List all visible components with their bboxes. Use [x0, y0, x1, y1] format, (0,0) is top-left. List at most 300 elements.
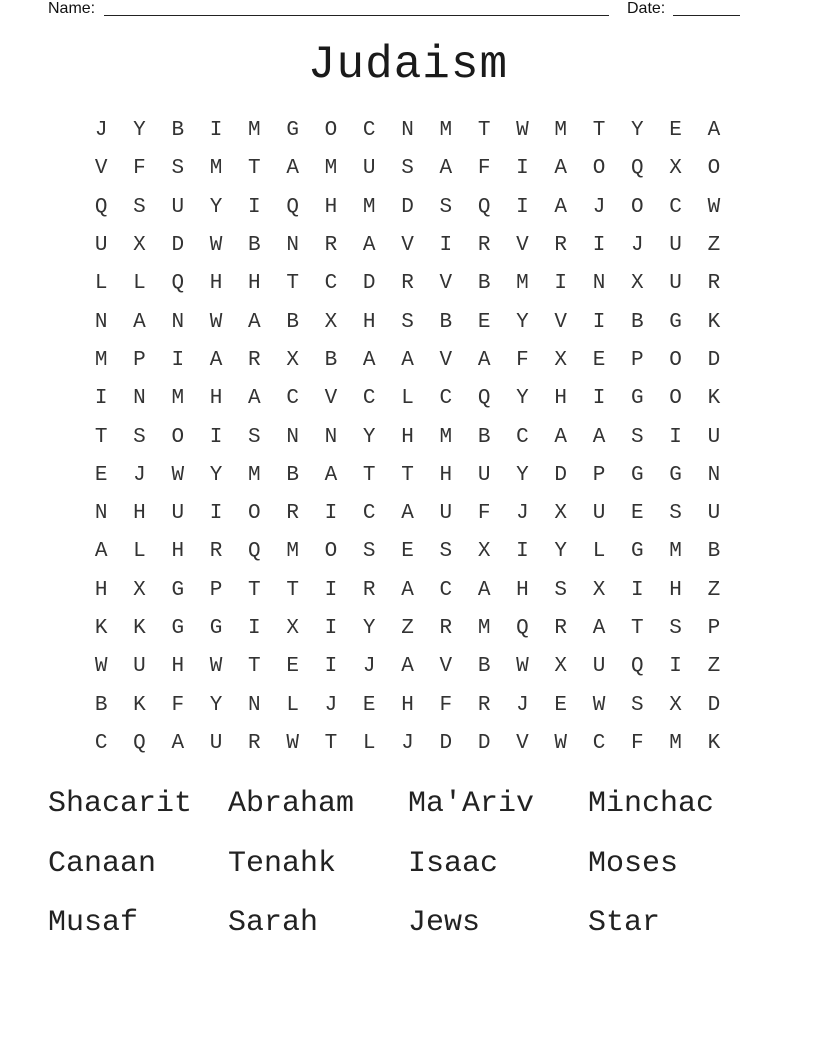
grid-letter: S	[401, 310, 414, 334]
grid-letter: Q	[248, 540, 261, 564]
grid-letter: N	[94, 502, 108, 526]
grid-letter: X	[286, 617, 299, 640]
grid-letter: S	[248, 425, 261, 449]
grid-letter: I	[209, 119, 223, 143]
grid-letter: I	[631, 578, 644, 602]
date-blank-line	[673, 15, 740, 16]
grid-row	[82, 725, 734, 763]
grid-letter: M	[439, 425, 453, 449]
grid-letter: O	[631, 195, 644, 219]
grid-letter: V	[324, 387, 338, 411]
letter-grid	[82, 112, 734, 763]
grid-letter: T	[592, 119, 606, 143]
grid-letter: F	[439, 693, 453, 717]
grid-letter: H	[669, 578, 682, 602]
grid-letter: T	[94, 425, 108, 449]
grid-letter: N	[94, 310, 108, 334]
grid-letter: H	[171, 655, 185, 679]
grid-letter: T	[286, 578, 299, 602]
grid-letter: I	[592, 234, 606, 258]
grid-letter: A	[362, 234, 376, 258]
grid-letter: N	[286, 425, 299, 449]
word-bank-item: Minchac	[588, 787, 715, 821]
grid-letter: N	[592, 272, 606, 296]
grid-letter: E	[592, 348, 606, 372]
grid-letter: R	[248, 348, 261, 372]
grid-row	[82, 150, 734, 188]
grid-letter: E	[94, 463, 108, 487]
grid-letter: A	[401, 502, 414, 526]
grid-letter: I	[94, 387, 108, 411]
grid-letter: M	[209, 157, 223, 181]
page-title: Judaism	[307, 39, 509, 91]
grid-letter: O	[669, 348, 682, 372]
grid-letter: W	[171, 463, 185, 487]
grid-letter: Z	[707, 234, 721, 258]
grid-letter: X	[669, 693, 682, 717]
grid-letter: A	[248, 387, 261, 411]
grid-letter: J	[401, 731, 414, 755]
grid-letter: O	[248, 502, 261, 526]
grid-letter: O	[592, 157, 606, 181]
grid-letter: R	[554, 617, 568, 640]
grid-letter: D	[477, 731, 491, 755]
grid-letter: X	[631, 272, 644, 296]
grid-letter: X	[554, 348, 568, 372]
grid-letter: T	[324, 731, 338, 755]
grid-row	[82, 189, 734, 227]
grid-letter: A	[554, 195, 568, 219]
grid-row	[82, 457, 734, 495]
grid-letter: Y	[209, 693, 223, 717]
grid-letter: A	[477, 578, 491, 602]
grid-letter: M	[94, 348, 108, 372]
grid-letter: Q	[94, 195, 108, 219]
grid-letter: C	[669, 195, 682, 219]
grid-letter: I	[248, 195, 261, 219]
grid-letter: G	[631, 540, 644, 564]
grid-letter: I	[439, 234, 453, 258]
grid-letter: K	[133, 617, 146, 640]
grid-letter: R	[477, 693, 491, 717]
grid-letter: H	[516, 578, 529, 602]
grid-letter: J	[516, 502, 529, 526]
grid-letter: C	[362, 387, 376, 411]
grid-letter: S	[171, 157, 185, 181]
grid-letter: R	[477, 234, 491, 258]
grid-letter: S	[133, 425, 146, 449]
grid-letter: U	[209, 731, 223, 755]
grid-letter: D	[401, 195, 414, 219]
grid-letter: W	[286, 731, 299, 755]
grid-letter: M	[248, 119, 261, 143]
grid-letter: A	[477, 348, 491, 372]
grid-letter: S	[133, 195, 146, 219]
grid-letter: D	[171, 234, 185, 258]
grid-letter: M	[554, 119, 568, 143]
grid-row	[82, 342, 734, 380]
grid-letter: F	[516, 348, 529, 372]
grid-letter: V	[401, 234, 414, 258]
grid-letter: S	[669, 617, 682, 640]
grid-letter: B	[171, 119, 185, 143]
grid-letter: F	[477, 502, 491, 526]
grid-letter: K	[707, 310, 721, 334]
grid-letter: A	[707, 119, 721, 143]
grid-letter: L	[362, 731, 376, 755]
grid-letter: S	[631, 693, 644, 717]
grid-letter: R	[439, 617, 453, 640]
grid-letter: W	[209, 310, 223, 334]
grid-letter: I	[669, 655, 682, 679]
grid-letter: A	[554, 157, 568, 181]
grid-row	[82, 303, 734, 341]
grid-letter: V	[554, 310, 568, 334]
grid-letter: Y	[631, 119, 644, 143]
grid-letter: I	[592, 310, 606, 334]
grid-letter: H	[94, 578, 108, 602]
grid-letter: M	[669, 731, 682, 755]
grid-letter: O	[707, 157, 721, 181]
word-bank-item: Star	[588, 906, 661, 940]
grid-letter: M	[477, 617, 491, 640]
grid-letter: S	[439, 195, 453, 219]
grid-letter: N	[324, 425, 338, 449]
grid-letter: Y	[362, 425, 376, 449]
grid-letter: K	[707, 731, 721, 755]
grid-letter: O	[324, 119, 338, 143]
grid-letter: W	[209, 234, 223, 258]
grid-letter: I	[209, 502, 223, 526]
grid-letter: N	[286, 234, 299, 258]
grid-letter: Q	[286, 195, 299, 219]
grid-letter: U	[707, 502, 721, 526]
grid-letter: F	[631, 731, 644, 755]
grid-letter: J	[516, 693, 529, 717]
grid-letter: Q	[477, 195, 491, 219]
grid-letter: B	[631, 310, 644, 334]
grid-letter: Y	[554, 540, 568, 564]
grid-letter: P	[707, 617, 721, 640]
grid-letter: M	[669, 540, 682, 564]
grid-letter: S	[439, 540, 453, 564]
grid-letter: V	[516, 234, 529, 258]
grid-letter: R	[554, 234, 568, 258]
grid-letter: G	[631, 463, 644, 487]
grid-letter: A	[439, 157, 453, 181]
grid-letter: V	[439, 272, 453, 296]
grid-letter: D	[439, 731, 453, 755]
grid-letter: I	[669, 425, 682, 449]
grid-letter: N	[707, 463, 721, 487]
grid-letter: Y	[209, 463, 223, 487]
grid-letter: U	[669, 234, 682, 258]
grid-letter: X	[286, 348, 299, 372]
word-bank-item: Tenahk	[228, 846, 337, 881]
grid-letter: I	[248, 617, 261, 640]
word-bank-item: Abraham	[228, 787, 355, 821]
grid-letter: R	[209, 540, 223, 564]
grid-letter: A	[554, 425, 568, 449]
grid-letter: E	[401, 540, 414, 564]
grid-letter: C	[362, 502, 376, 526]
grid-letter: B	[477, 655, 491, 679]
grid-letter: V	[439, 348, 453, 372]
grid-letter: Q	[477, 387, 491, 411]
grid-letter: H	[248, 272, 261, 296]
grid-letter: F	[171, 693, 185, 717]
grid-letter: A	[592, 617, 606, 640]
grid-letter: E	[631, 502, 644, 526]
grid-letter: R	[707, 272, 721, 296]
grid-letter: S	[554, 578, 568, 602]
word-bank-item: Sarah	[228, 906, 319, 940]
grid-letter: B	[248, 234, 261, 258]
grid-letter: G	[171, 578, 185, 602]
word-bank-item: Moses	[588, 846, 679, 881]
grid-letter: Q	[631, 157, 644, 181]
grid-letter: T	[362, 463, 376, 487]
grid-letter: M	[248, 463, 261, 487]
grid-letter: T	[248, 655, 261, 679]
grid-letter: I	[324, 617, 338, 640]
grid-letter: I	[209, 425, 223, 449]
grid-letter: Y	[516, 310, 529, 334]
grid-letter: Y	[209, 195, 223, 219]
word-bank-item: Canaan	[48, 846, 157, 881]
grid-letter: C	[286, 387, 299, 411]
grid-letter: U	[439, 502, 453, 526]
grid-letter: S	[631, 425, 644, 449]
grid-letter: A	[248, 310, 261, 334]
grid-letter: N	[248, 693, 261, 717]
grid-letter: C	[362, 119, 376, 143]
grid-letter: B	[94, 693, 108, 717]
grid-letter: T	[248, 157, 261, 181]
grid-letter: F	[477, 157, 491, 181]
grid-letter: D	[707, 348, 721, 372]
grid-letter: I	[592, 387, 606, 411]
grid-letter: Q	[133, 731, 146, 755]
grid-letter: A	[286, 157, 299, 181]
grid-letter: M	[516, 272, 529, 296]
grid-letter: U	[171, 195, 185, 219]
grid-letter: A	[171, 731, 185, 755]
grid-letter: Z	[401, 617, 414, 640]
grid-letter: V	[94, 157, 108, 181]
grid-letter: U	[592, 502, 606, 526]
grid-letter: H	[324, 195, 338, 219]
grid-letter: H	[554, 387, 568, 411]
grid-letter: D	[707, 693, 721, 717]
grid-letter: W	[592, 693, 606, 717]
grid-letter: E	[554, 693, 568, 717]
word-bank-item: Shacarit	[48, 787, 193, 821]
grid-row	[82, 533, 734, 571]
word-bank-item: Jews	[408, 906, 481, 940]
grid-letter: S	[401, 157, 414, 181]
grid-letter: N	[171, 310, 185, 334]
grid-letter: C	[439, 387, 453, 411]
grid-letter: T	[631, 617, 644, 640]
grid-letter: I	[324, 578, 338, 602]
grid-letter: K	[133, 693, 146, 717]
grid-letter: H	[362, 310, 376, 334]
grid-row	[82, 495, 734, 533]
grid-letter: H	[209, 387, 223, 411]
grid-letter: R	[324, 234, 338, 258]
grid-letter: U	[171, 502, 185, 526]
grid-letter: X	[133, 234, 146, 258]
grid-letter: W	[516, 119, 529, 143]
grid-row	[82, 610, 734, 648]
grid-letter: C	[324, 272, 338, 296]
grid-letter: L	[94, 272, 108, 296]
grid-letter: J	[631, 234, 644, 258]
grid-letter: W	[209, 655, 223, 679]
grid-letter: R	[401, 272, 414, 296]
grid-letter: L	[133, 272, 146, 296]
grid-letter: A	[592, 425, 606, 449]
grid-letter: Q	[516, 617, 529, 640]
grid-letter: A	[324, 463, 338, 487]
grid-letter: J	[592, 195, 606, 219]
grid-letter: N	[133, 387, 146, 411]
grid-letter: X	[669, 157, 682, 181]
grid-row	[82, 112, 734, 150]
grid-letter: X	[477, 540, 491, 564]
grid-letter: M	[362, 195, 376, 219]
grid-letter: Q	[631, 655, 644, 679]
grid-letter: B	[324, 348, 338, 372]
grid-letter: U	[592, 655, 606, 679]
grid-letter: T	[286, 272, 299, 296]
grid-letter: I	[554, 272, 568, 296]
grid-letter: B	[439, 310, 453, 334]
grid-row	[82, 227, 734, 265]
word-bank-item: Isaac	[408, 846, 499, 881]
header	[48, 0, 748, 18]
grid-letter: I	[516, 195, 529, 219]
grid-letter: A	[209, 348, 223, 372]
grid-letter: H	[133, 502, 146, 526]
grid-letter: P	[209, 578, 223, 602]
grid-row	[82, 265, 734, 303]
grid-letter: A	[362, 348, 376, 372]
grid-letter: S	[669, 502, 682, 526]
grid-letter: O	[669, 387, 682, 411]
grid-letter: O	[171, 425, 185, 449]
grid-letter: K	[707, 387, 721, 411]
grid-letter: Z	[707, 578, 721, 602]
grid-letter: Z	[707, 655, 721, 679]
grid-letter: I	[516, 540, 529, 564]
grid-letter: V	[516, 731, 529, 755]
grid-letter: M	[171, 387, 185, 411]
grid-letter: W	[516, 655, 529, 679]
date-label: Date:	[627, 0, 666, 17]
grid-letter: E	[362, 693, 376, 717]
grid-letter: C	[592, 731, 606, 755]
grid-letter: N	[401, 119, 414, 143]
grid-letter: T	[477, 119, 491, 143]
grid-letter: I	[171, 348, 185, 372]
grid-letter: U	[669, 272, 682, 296]
grid-letter: U	[477, 463, 491, 487]
grid-letter: A	[133, 310, 146, 334]
grid-letter: U	[94, 234, 108, 258]
grid-letter: L	[401, 387, 414, 411]
name-blank-line	[104, 15, 609, 16]
grid-letter: U	[707, 425, 721, 449]
grid-letter: P	[592, 463, 606, 487]
grid-letter: A	[401, 578, 414, 602]
grid-letter: U	[133, 655, 146, 679]
grid-letter: X	[324, 310, 338, 334]
grid-letter: G	[631, 387, 644, 411]
grid-row	[82, 572, 734, 610]
grid-row	[82, 418, 734, 456]
grid-letter: H	[401, 425, 414, 449]
grid-letter: B	[286, 310, 299, 334]
word-bank	[48, 778, 778, 957]
grid-letter: X	[592, 578, 606, 602]
grid-letter: I	[324, 655, 338, 679]
grid-letter: E	[669, 119, 682, 143]
grid-letter: J	[324, 693, 338, 717]
grid-letter: J	[362, 655, 376, 679]
grid-letter: R	[248, 731, 261, 755]
grid-letter: Y	[362, 617, 376, 640]
grid-letter: X	[554, 502, 568, 526]
grid-letter: G	[286, 119, 299, 143]
grid-letter: C	[94, 731, 108, 755]
grid-letter: I	[324, 502, 338, 526]
grid-letter: Y	[516, 387, 529, 411]
grid-letter: D	[554, 463, 568, 487]
grid-letter: E	[477, 310, 491, 334]
grid-letter: A	[94, 540, 108, 564]
name-label: Name:	[48, 0, 96, 17]
grid-letter: G	[669, 463, 682, 487]
grid-letter: B	[477, 425, 491, 449]
grid-letter: J	[133, 463, 146, 487]
grid-row	[82, 380, 734, 418]
grid-letter: H	[439, 463, 453, 487]
grid-letter: K	[94, 617, 108, 640]
grid-letter: W	[707, 195, 721, 219]
grid-letter: P	[133, 348, 146, 372]
grid-letter: F	[133, 157, 146, 181]
word-bank-item: Ma'Ariv	[408, 787, 535, 821]
grid-letter: J	[94, 119, 108, 143]
grid-letter: L	[592, 540, 606, 564]
grid-letter: X	[554, 655, 568, 679]
grid-letter: B	[477, 272, 491, 296]
grid-letter: A	[401, 348, 414, 372]
grid-letter: Q	[171, 272, 185, 296]
grid-letter: R	[286, 502, 299, 526]
grid-letter: L	[133, 540, 146, 564]
grid-letter: R	[362, 578, 376, 602]
grid-letter: U	[362, 157, 376, 181]
grid-letter: Y	[516, 463, 529, 487]
grid-row	[82, 648, 734, 686]
grid-letter: C	[516, 425, 529, 449]
grid-letter: M	[286, 540, 299, 564]
grid-letter: G	[171, 617, 185, 640]
grid-letter: B	[707, 540, 721, 564]
